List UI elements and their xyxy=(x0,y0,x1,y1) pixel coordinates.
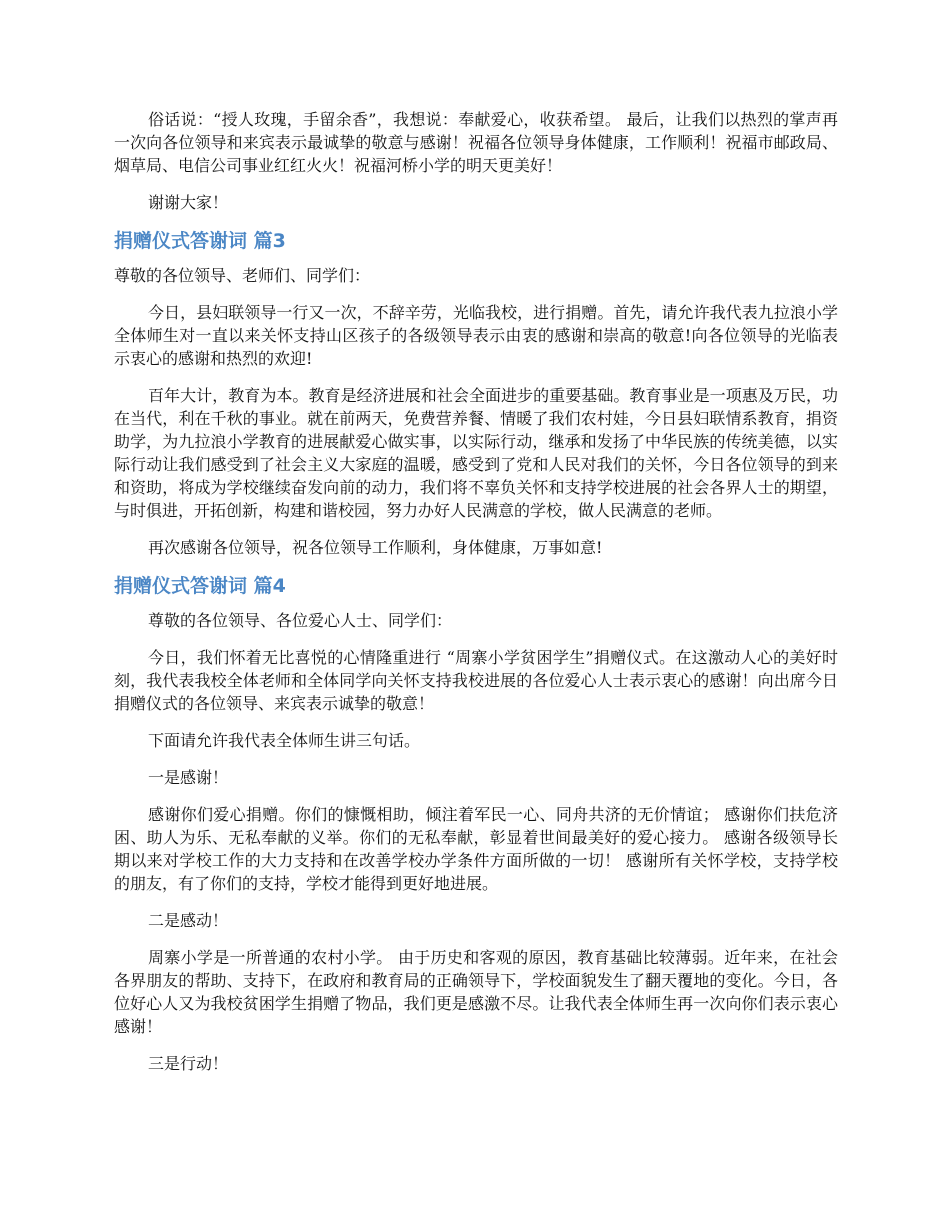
section4-point-heading: 三是行动！ xyxy=(148,1054,229,1073)
section4-greeting: 尊敬的各位领导、各位爱心人士、同学们： xyxy=(148,611,453,630)
section-heading-3: 捐赠仪式答谢词 篇3 xyxy=(114,230,286,252)
section4-paragraph: 今日，我们怀着无比喜悦的心情隆重进行 “周寨小学贫困学生”捐赠仪式。在这激动人心的美好时刻，我代表我校全体老师和全体同学向关怀支持我校进展的各位爱心人士表示衷心的感谢！向出席今日捐赠仪式的各位领导、来宾表示诚挚的敬意！ xyxy=(114,648,838,713)
section3-greeting: 尊敬的各位领导、老师们、同学们： xyxy=(114,266,371,285)
closing-paragraph: 俗话说：“授人玫瑰，手留余香”，我想说：奉献爱心，收获希望。 最后，让我们以热烈的掌声再一次向各位领导和来宾表示最诚挚的敬意与感谢！祝福各位领导身体健康，工作顺利！祝福市邮政局、烟草局、电信公司事业红红火火！祝福河桥小学的明天更美好！ xyxy=(114,110,838,175)
section3-paragraph: 再次感谢各位领导，祝各位领导工作顺利，身体健康，万事如意! xyxy=(148,538,603,557)
section4-paragraph: 感谢你们爱心捐赠。你们的慷慨相助，倾注着军民一心、同舟共济的无价情谊； 感谢你们扶危济困、助人为乐、无私奉献的义举。你们的无私奉献，彰显着世间最美好的爱心接力。 感谢各级领导长期以来对学校工作的大力支持和在改善学校办学条件方面所做的一切！ 感谢所有关怀学校，支持学校的朋友，有了你们的支持，学校才能得到更好地进展。 xyxy=(114,805,838,893)
section4-paragraph: 周寨小学是一所普通的农村小学。 由于历史和客观的原因，教育基础比较薄弱。近年来，在社会各界朋友的帮助、支持下，在政府和教育局的正确领导下，学校面貌发生了翻天覆地的变化。今日，各位好心人又为我校贫困学生捐赠了物品，我们更是感激不尽。让我代表全体师生再一次向你们表示衷心感谢！ xyxy=(114,948,838,1036)
section4-point-heading: 二是感动！ xyxy=(148,911,229,930)
thanks-everyone-paragraph: 谢谢大家！ xyxy=(148,193,229,212)
section-heading-4: 捐赠仪式答谢词 篇4 xyxy=(114,575,286,597)
section3-paragraph: 今日，县妇联领导一行又一次，不辞辛劳，光临我校，进行捐赠。首先，请允许我代表九拉浪小学全体师生对一直以来关怀支持山区孩子的各级领导表示由衷的感谢和崇高的敬意!向各位领导的光临表示衷心的感谢和热烈的欢迎! xyxy=(114,303,838,368)
document-page xyxy=(114,108,838,1089)
section3-paragraph: 百年大计，教育为本。教育是经济进展和社会全面进步的重要基础。教育事业是一项惠及万民，功在当代，利在千秋的事业。就在前两天，免费营养餐、情暖了我们农村娃，今日县妇联情系教育，捐资助学，为九拉浪小学教育的进展献爱心做实事，以实际行动，继承和发扬了中华民族的传统美德，以实际行动让我们感受到了社会主义大家庭的温暖，感受到了党和人民对我们的关怀，今日各位领导的到来和资助，将成为学校继续奋发向前的动力，我们将不辜负关怀和支持学校进展的社会各界人士的期望，与时俱进，开拓创新，构建和谐校园，努力办好人民满意的学校，做人民满意的老师。 xyxy=(114,386,838,520)
section4-point-heading: 一是感谢！ xyxy=(148,768,229,787)
section4-paragraph: 下面请允许我代表全体师生讲三句话。 xyxy=(148,731,421,750)
